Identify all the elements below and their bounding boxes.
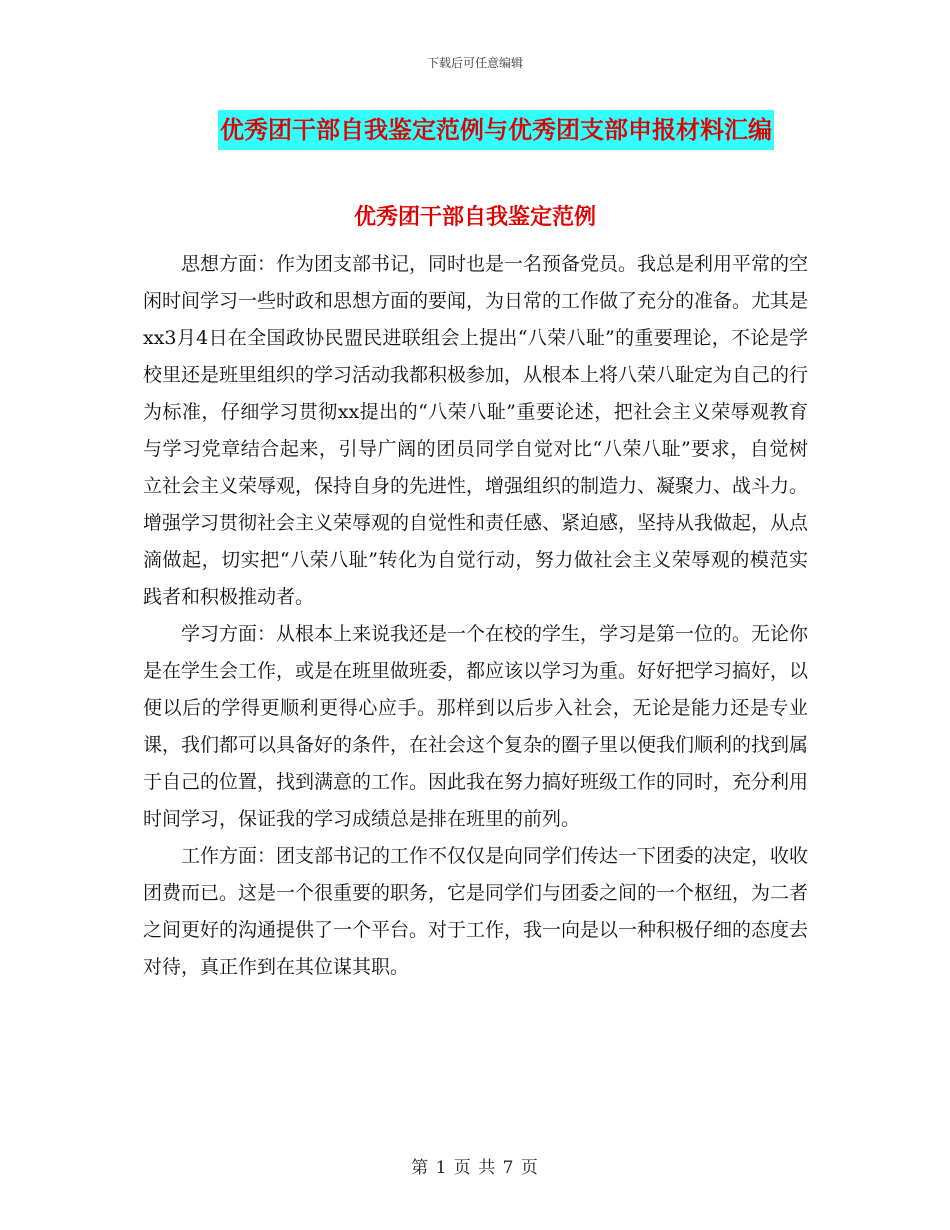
document-title-container bbox=[0, 110, 950, 150]
paragraph-study: 学习方面：从根本上来说我还是一个在校的学生，学习是第一位的。无论你是在学生会工作，或是在班里做班委，都应该以学习为重。好好把学习搞好，以便以后的学得更顺利更得心应手。那样到以后步入社会，无论是能力还是专业课，我们都可以具备好的条件，在社会这个复杂的圈子里以便我们顺利的找到属于自己的位置，找到满意的工作。因此我在努力搞好班级工作的同时，充分利用时间学习，保证我的学习成绩总是排在班里的前列。 bbox=[143, 623, 809, 830]
paragraph-work: 工作方面：团支部书记的工作不仅仅是向同学们传达一下团委的决定，收收团费而已。这是一个很重要的职务，它是同学们与团委之间的一个枢纽，为二者之间更好的沟通提供了一个平台。对于工作，我一向是以一种积极仔细的态度去对待，真正作到在其位谋其职。 bbox=[143, 845, 809, 978]
header-note: 下载后可任意编辑 bbox=[426, 56, 523, 70]
paragraph-thought: 思想方面：作为团支部书记，同时也是一名预备党员。我总是利用平常的空闲时间学习一些时政和思想方面的要闻，为日常的工作做了充分的准备。尤其是xx3月4日在全国政协民盟民进联组会上提出“八荣八耻”的重要理论，不论是学校里还是班里组织的学习活动我都积极参加，从根本上将八荣八耻定为自己的行为标准，仔细学习贯彻xx提出的“八荣八耻”重要论述，把社会主义荣辱观教育与学习党章结合起来，引导广阔的团员同学自觉对比“八荣八耻”要求，自觉树立社会主义荣辱观，保持自身的先进性，增强组织的制造力、凝聚力、战斗力。增强学习贯彻社会主义荣辱观的自觉性和责任感、紧迫感，坚持从我做起，从点滴做起，切实把“八荣八耻”转化为自觉行动，努力做社会主义荣辱观的模范实践者和积极推动者。 bbox=[143, 253, 809, 608]
page-footer: 第 1 页 共 7 页 bbox=[411, 1158, 539, 1178]
document-body bbox=[143, 246, 808, 986]
section-title: 优秀团干部自我鉴定范例 bbox=[353, 204, 596, 230]
document-title: 优秀团干部自我鉴定范例与优秀团支部申报材料汇编 bbox=[218, 110, 774, 150]
